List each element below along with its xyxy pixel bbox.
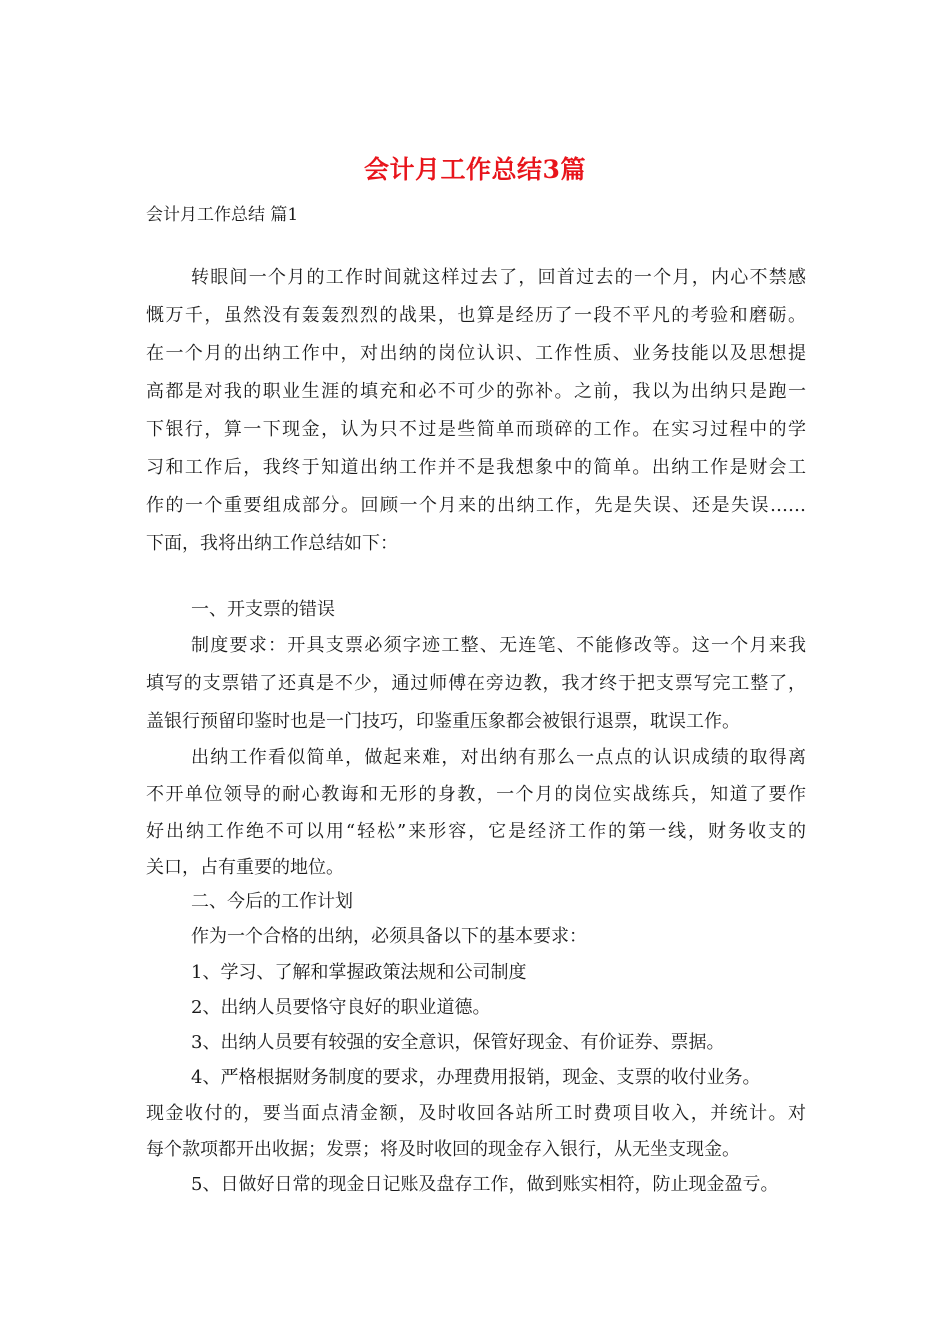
body-line: 关口，占有重要的地位。 [146,857,344,878]
body-line: 填写的支票错了还真是不少，通过师傅在旁边教，我才终于把支票写完工整了， [146,673,806,694]
body-line: 习和工作后，我终于知道出纳工作并不是我想象中的简单。出纳工作是财会工 [146,457,806,478]
body-line: 每个款项都开出收据；发票；将及时收回的现金存入银行，从无坐支现金。 [146,1139,740,1160]
document-title: 会计月工作总结3篇 [364,155,586,184]
list-item: 4、严格根据财务制度的要求，办理费用报销，现金、支票的收付业务。 [191,1067,761,1088]
section-heading: 二、今后的工作计划 [191,891,353,912]
body-line: 慨万千，虽然没有轰轰烈烈的战果，也算是经历了一段不平凡的考验和磨砺。 [146,305,806,326]
list-item: 5、日做好日常的现金日记账及盘存工作，做到账实相符，防止现金盈亏。 [191,1174,779,1195]
list-item: 1、学习、了解和掌握政策法规和公司制度 [191,962,527,983]
list-item: 2、出纳人员要恪守良好的职业道德。 [191,997,491,1018]
body-line: 出纳工作看似简单，做起来难，对出纳有那么一点点的认识成绩的取得离 [191,747,806,768]
section-subtitle: 会计月工作总结 篇1 [146,205,299,225]
body-line: 作为一个合格的出纳，必须具备以下的基本要求： [191,926,587,947]
body-line: 制度要求：开具支票必须字迹工整、无连笔、不能修改等。这一个月来我 [191,635,806,656]
body-line: 不开单位领导的耐心教诲和无形的身教，一个月的岗位实战练兵，知道了要作 [146,784,806,805]
body-line: 好出纳工作绝不可以用“轻松”来形容，它是经济工作的第一线，财务收支的 [146,821,806,842]
body-line: 盖银行预留印鉴时也是一门技巧，印鉴重压象都会被银行退票，耽误工作。 [146,711,740,732]
list-item: 3、出纳人员要有较强的安全意识，保管好现金、有价证券、票据。 [191,1032,725,1053]
body-line: 下面，我将出纳工作总结如下： [146,533,398,554]
body-line: 转眼间一个月的工作时间就这样过去了，回首过去的一个月，内心不禁感 [191,267,806,288]
body-line: 高都是对我的职业生涯的填充和必不可少的弥补。之前，我以为出纳只是跑一 [146,381,806,402]
body-line: 下银行，算一下现金，认为只不过是些简单而琐碎的工作。在实习过程中的学 [146,419,806,440]
section-heading: 一、开支票的错误 [191,599,335,620]
body-line: 在一个月的出纳工作中，对出纳的岗位认识、工作性质、业务技能以及思想提 [146,343,806,364]
body-line: 作的一个重要组成部分。回顾一个月来的出纳工作，先是失误、还是失误…… [146,495,806,516]
body-line: 现金收付的，要当面点清金额，及时收回各站所工时费项目收入，并统计。对 [146,1103,806,1124]
